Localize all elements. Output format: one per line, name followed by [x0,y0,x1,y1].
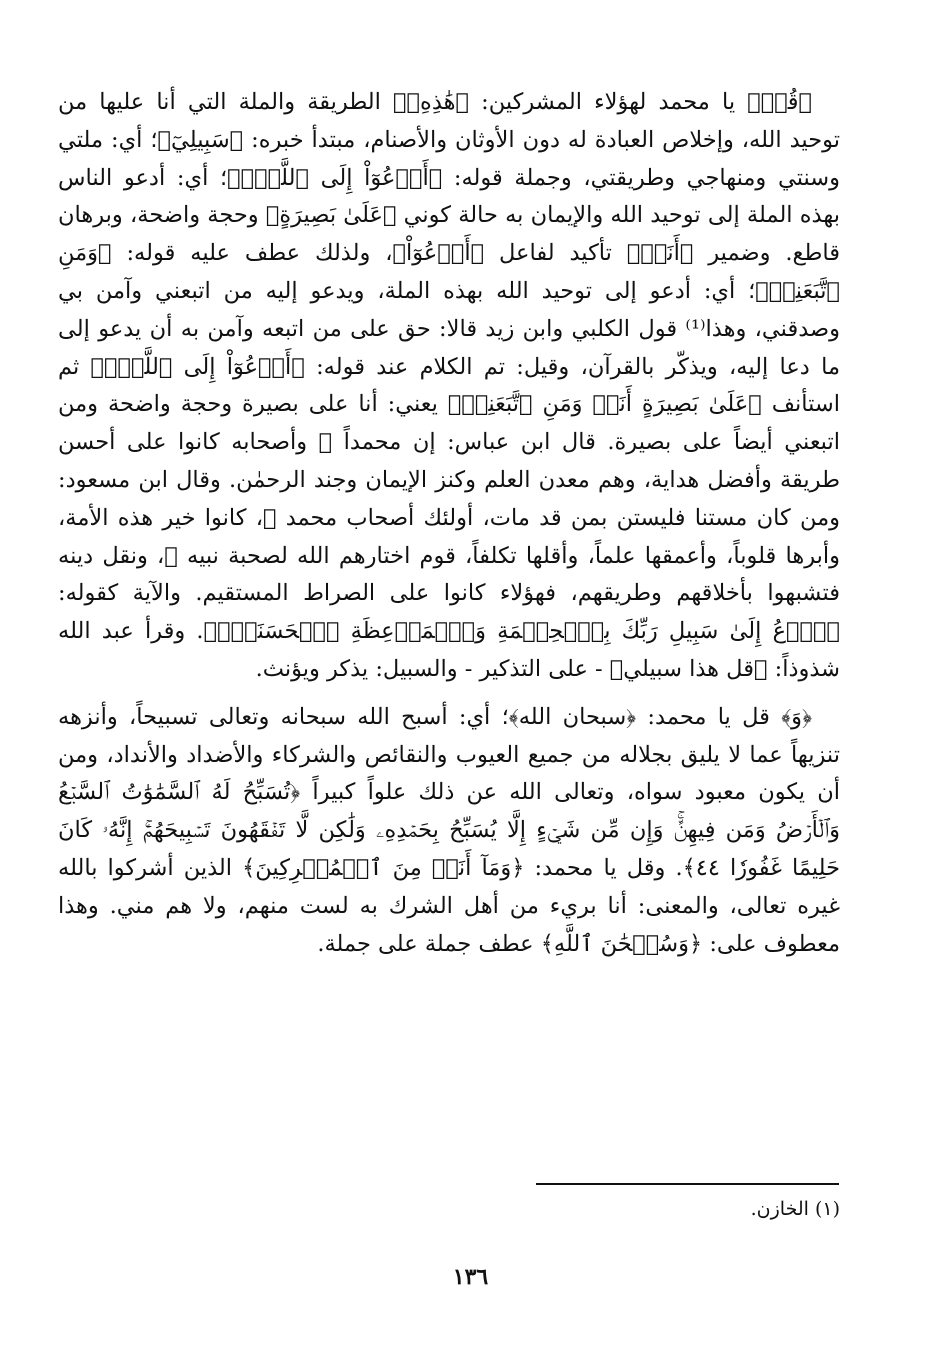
commentary-paragraph-2: ﴿وَ﴾ قل يا محمد: ﴿سبحان الله﴾؛ أي: أسبح الله سبحانه وتعالى تسبيحاً، وأنزهه تنزيهاً عما لا يليق بجلاله من جميع العيوب والنقائص والشركاء والأضداد والأنداد، ومن أن يكون معبود سواه، وتعالى الله عن ذلك علواً كبيراً ﴿تُسَبِّحُ لَهُ ٱلسَّمَٰوَٰتُ ٱلسَّبۡعُ وَٱلۡأَرۡضُ وَمَن فِيهِنَّۚ وَإِن مِّن شَيۡءٍ إِلَّا يُسَبِّحُ بِحَمۡدِهِۦ وَلَٰكِن لَّا تَفۡقَهُونَ تَسۡبِيحَهُمۡۚ إِنَّهُۥ كَانَ حَلِيمًا غَفُورٗا ٤٤﴾. وقل يا محمد: ﴿وَمَآ أَنَا۠ مِنَ ٱلۡمُشۡرِكِينَ﴾ الذين أشركوا بالله غيره تعالى، والمعنى: أنا بريء من أهل الشرك به لست منهم، ولا هم مني. وهذا معطوف على: ﴿وَسُبۡحَٰنَ ٱللَّهِ﴾ عطف جملة على جملة. [58,703,840,957]
footnote: (١) الخازن. [750,1198,840,1220]
book-page-body [58,84,840,963]
footnote-divider [536,1183,839,1185]
page-number: ١٣٦ [452,1264,489,1290]
commentary-paragraph-1: ﴿قُلۡ﴾ يا محمد لهؤلاء المشركين: ﴿هَٰذِهِۦ﴾ الطريقة والملة التي أنا عليها من توحيد الله، وإخلاص العبادة له دون الأوثان والأصنام، مبتدأ خبره: ﴿سَبِيلِيٓ﴾؛ أي: ملتي وسنتي ومنهاجي وطريقتي، وجملة قوله: ﴿أَدۡعُوٓاْ إِلَى ٱللَّهِۚ﴾؛ أي: أدعو الناس بهذه الملة إلى توحيد الله والإيمان به حالة كوني ﴿عَلَىٰ بَصِيرَةٍ﴾ وحجة واضحة، وبرهان قاطع. وضمير ﴿أَنَا۠﴾ تأكيد لفاعل ﴿أَدۡعُوٓاْ﴾، ولذلك عطف عليه قوله: ﴿وَمَنِ ٱتَّبَعَنِيۖ﴾؛ أي: أدعو إلى توحيد الله بهذه الملة، ويدعو إليه من اتبعني وآمن بي وصدقني، وهذا⁽¹⁾ قول الكلبي وابن زيد قالا: حق على من اتبعه وآمن به أن يدعو إلى ما دعا إليه، ويذكّر بالقرآن، وقيل: تم الكلام عند قوله: ﴿أَدۡعُوٓاْ إِلَى ٱللَّهِۚ﴾ ثم استأنف ﴿عَلَىٰ بَصِيرَةٍ أَنَا۠ وَمَنِ ٱتَّبَعَنِيۖ﴾ يعني: أنا على بصيرة وحجة واضحة ومن اتبعني أيضاً على بصيرة. قال ابن عباس: إن محمداً ﷺ وأصحابه كانوا على أحسن طريقة وأفضل هداية، وهم معدن العلم وكنز الإيمان وجند الرحمٰن. وقال ابن مسعود: ومن كان مستنا فليستن بمن قد مات، أولئك أصحاب محمد ﷺ، كانوا خير هذه الأمة، وأبرها قلوباً، وأعمقها علماً، وأقلها تكلفاً، قوم اختارهم الله لصحبة نبيه ﷺ، ونقل دينه فتشبهوا بأخلاقهم وطريقهم، فهؤلاء كانوا على الصراط المستقيم. والآية كقوله: ﴿ٱدۡعُ إِلَىٰ سَبِيلِ رَبِّكَ بِٱلۡحِكۡمَةِ وَٱلۡمَوۡعِظَةِ ٱلۡحَسَنَةِۖ﴾. وقرأ عبد الله شذوذاً: ﴿قل هذا سبيلي﴾ - على التذكير - والسبيل: يذكر ويؤنث. [58,89,840,682]
